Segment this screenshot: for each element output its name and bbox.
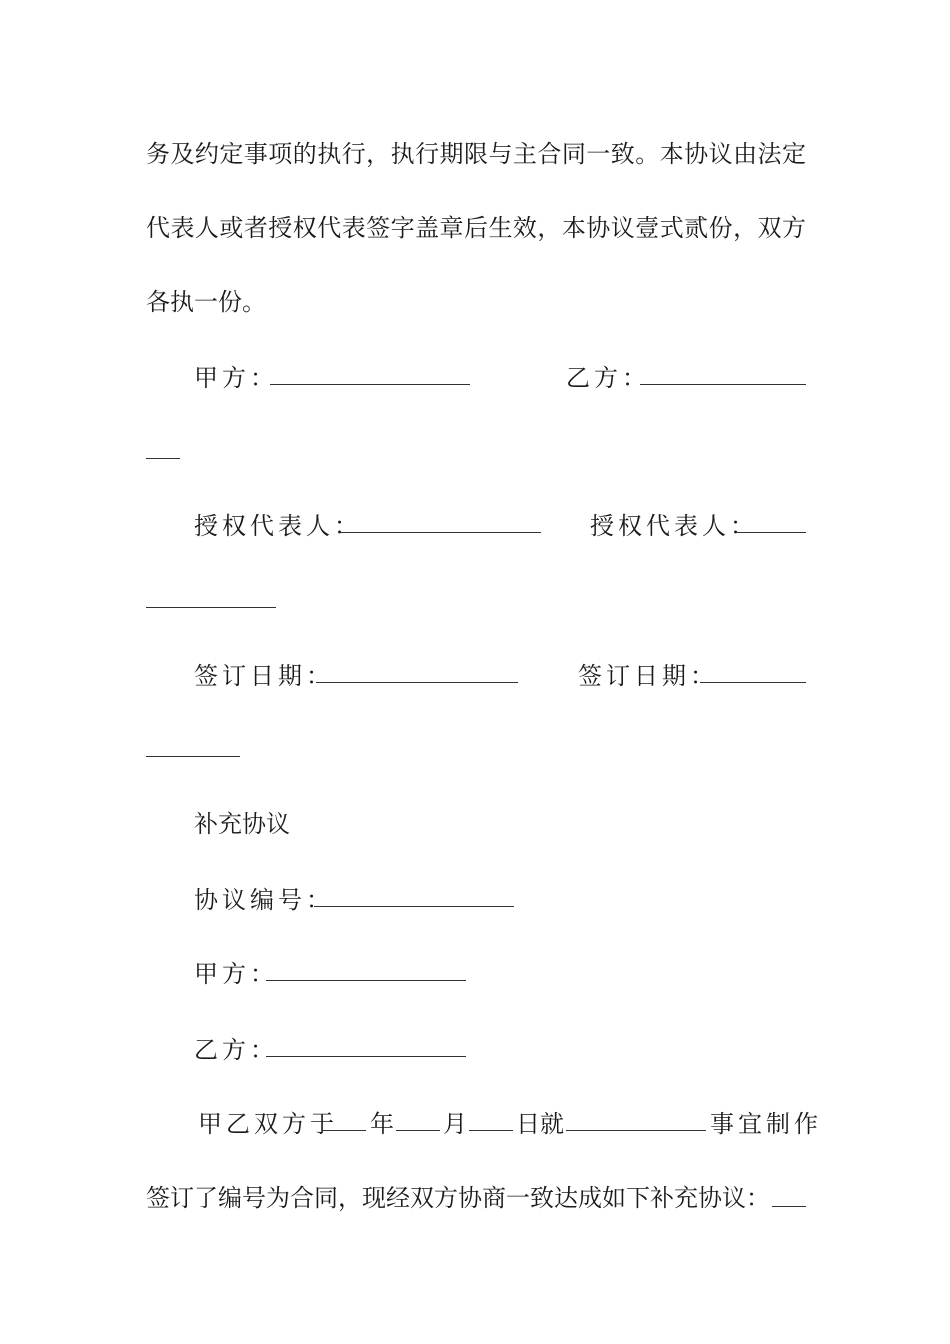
supplement-line1-text3: 月 <box>443 1110 467 1138</box>
supplement-party-b-blank[interactable] <box>266 1056 466 1057</box>
rep-a-label: 授权代表人： <box>194 512 362 540</box>
supplement-line1-text2: 年 <box>370 1110 394 1138</box>
rep-b-label: 授权代表人： <box>590 512 758 540</box>
supplement-line1-text5: 事宜制作 <box>710 1110 822 1138</box>
body-line-3: 各执一份。 <box>146 288 266 316</box>
supplement-line1-text1: 甲乙双方于 <box>198 1110 338 1138</box>
supplement-party-a-blank[interactable] <box>266 980 466 981</box>
supplement-title: 补充协议 <box>194 810 290 838</box>
rep-a-blank[interactable] <box>341 532 541 533</box>
supplement-line2: 签订了编号为合同，现经双方协商一致达成如下补充协议： <box>146 1184 770 1212</box>
party-a-blank[interactable] <box>270 384 470 385</box>
rep-b-blank[interactable] <box>736 532 806 533</box>
body-line-2: 代表人或者授权代表签字盖章后生效，本协议壹式贰份，双方 <box>146 214 806 242</box>
party-b-blank[interactable] <box>640 384 806 385</box>
date-a-label: 签订日期： <box>194 662 334 690</box>
party-a-signature-label: 甲方： <box>194 364 278 392</box>
date-b-label: 签订日期： <box>578 662 718 690</box>
body-line-1: 务及约定事项的执行，执行期限与主合同一致。本协议由法定 <box>146 140 806 168</box>
supplement-content-blank[interactable] <box>772 1206 806 1207</box>
month-blank[interactable] <box>396 1130 440 1131</box>
agreement-number-label: 协议编号： <box>194 886 334 914</box>
day-blank[interactable] <box>469 1130 513 1131</box>
supplement-party-a-label: 甲方： <box>194 960 278 988</box>
date-b-blank-cont[interactable] <box>146 756 240 757</box>
date-a-blank[interactable] <box>316 682 518 683</box>
supplement-party-b-label: 乙方： <box>194 1036 278 1064</box>
party-b-signature-label: 乙方： <box>566 364 650 392</box>
agreement-number-blank[interactable] <box>314 906 514 907</box>
supplement-line1-text4: 日就 <box>516 1110 564 1138</box>
date-b-blank[interactable] <box>700 682 806 683</box>
rep-b-blank-cont[interactable] <box>146 607 276 608</box>
matter-blank[interactable] <box>566 1130 706 1131</box>
party-b-blank-cont[interactable] <box>146 458 180 459</box>
year-blank[interactable] <box>322 1130 366 1131</box>
